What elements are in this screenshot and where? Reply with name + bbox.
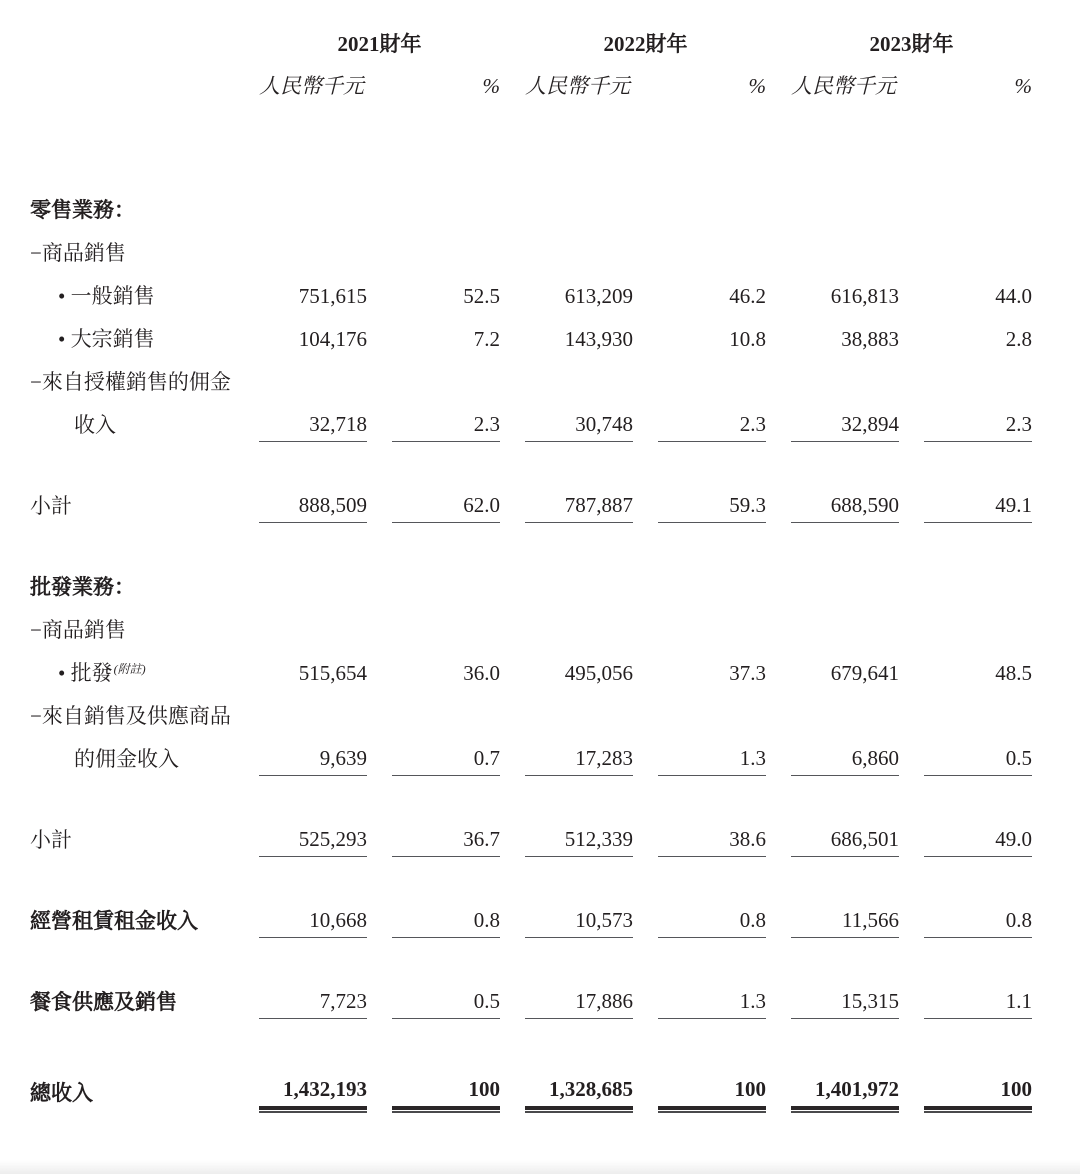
table-row [30,1067,1032,1110]
row-label-text: −來自銷售及供應商品 [30,703,231,728]
row-label-text: 經營租賃租金收入 [30,908,198,933]
revenue-breakdown-table [0,28,1080,1174]
row-label-text: 零售業務： [30,197,135,222]
year-header-2023: 2023財年 [869,31,954,56]
cell-amount: 6,860 [791,733,899,776]
table-row [30,399,1032,442]
row-label-text: 總收入 [30,1080,93,1105]
row-label-text: 小計 [30,827,72,852]
cell-amount: 11,566 [791,895,899,938]
table-row [30,313,1032,356]
table-row [30,480,1032,523]
cell-percent: 100 [392,1067,500,1110]
row-label [30,895,234,938]
cell-amount: 679,641 [830,660,899,685]
cell-percent: 48.5 [995,660,1032,685]
table-row [30,356,1032,399]
table-row [30,647,1032,690]
cell-percent: 2.3 [392,399,500,442]
table-row [30,733,1032,776]
row-label [30,399,234,442]
cell-amount: 1,401,972 [791,1067,899,1110]
cell-amount: 512,339 [525,814,633,857]
row-label-text: • 一般銷售 [58,283,155,308]
year-header-row [30,28,1032,66]
row-label-text: 小計 [30,493,72,518]
year-header-2021: 2021財年 [337,31,422,56]
row-label [30,313,234,356]
cell-percent: 2.3 [658,399,766,442]
amount-unit-header: 人民幣千元 [259,73,364,98]
cell-amount: 495,056 [564,660,633,685]
cell-percent: 62.0 [392,480,500,523]
table-row [30,895,1032,938]
row-label [30,976,234,1019]
row-label [30,561,234,604]
cell-percent: 38.6 [658,814,766,857]
row-label [30,356,234,399]
table-row [30,604,1032,647]
cell-amount: 32,894 [791,399,899,442]
cell-amount: 17,886 [525,976,633,1019]
cell-amount: 10,573 [525,895,633,938]
cell-amount: 7,723 [259,976,367,1019]
table-row [30,561,1032,604]
year-header-2022: 2022財年 [603,31,688,56]
cell-amount: 38,883 [841,326,899,351]
cell-percent: 49.0 [924,814,1032,857]
cell-percent: 0.5 [392,976,500,1019]
cell-percent: 100 [924,1067,1032,1110]
cell-percent: 1.3 [658,733,766,776]
percent-header: % [748,73,766,98]
cell-amount: 616,813 [830,283,899,308]
row-footnote-ref: (附註) [113,662,146,677]
cell-amount: 32,718 [259,399,367,442]
cell-amount: 787,887 [525,480,633,523]
cell-amount: 104,176 [298,326,367,351]
cell-amount: 15,315 [791,976,899,1019]
row-label [30,733,234,776]
page-bottom-shade [0,1160,1080,1174]
row-label-text: 批發業務： [30,574,135,599]
cell-amount: 30,748 [525,399,633,442]
row-label [30,227,234,270]
table-row [30,184,1032,227]
cell-amount: 751,615 [298,283,367,308]
cell-percent: 44.0 [995,283,1032,308]
table-header [30,28,1080,112]
cell-amount: 9,639 [259,733,367,776]
cell-percent: 100 [658,1067,766,1110]
cell-amount: 143,930 [564,326,633,351]
cell-amount: 515,654 [298,660,367,685]
cell-amount: 613,209 [564,283,633,308]
cell-amount: 686,501 [791,814,899,857]
cell-percent: 36.7 [392,814,500,857]
cell-amount: 525,293 [259,814,367,857]
row-label-text: −商品銷售 [30,617,126,642]
table-row [30,814,1032,857]
cell-percent: 2.3 [924,399,1032,442]
table-row [30,270,1032,313]
cell-percent: 0.8 [392,895,500,938]
row-label-text: • 批發 [58,660,113,685]
cell-amount: 688,590 [791,480,899,523]
cell-percent: 52.5 [463,283,500,308]
table-row [30,976,1032,1019]
row-label [30,647,234,690]
cell-percent: 0.8 [924,895,1032,938]
row-label-text: 餐食供應及銷售 [30,989,177,1014]
cell-percent: 7.2 [473,326,500,351]
table-row [30,690,1032,733]
cell-percent: 0.5 [924,733,1032,776]
table-row [30,227,1032,270]
cell-amount: 888,509 [259,480,367,523]
row-label [30,814,234,857]
cell-percent: 0.8 [658,895,766,938]
cell-amount: 10,668 [259,895,367,938]
cell-amount: 17,283 [525,733,633,776]
cell-percent: 46.2 [729,283,766,308]
row-label-text: • 大宗銷售 [58,326,155,351]
row-label-text: 收入 [74,412,116,437]
percent-header: % [1014,73,1032,98]
cell-percent: 0.7 [392,733,500,776]
row-label [30,480,234,523]
row-label [30,184,234,227]
cell-amount: 1,328,685 [525,1067,633,1110]
cell-percent: 37.3 [729,660,766,685]
cell-percent: 49.1 [924,480,1032,523]
amount-unit-header: 人民幣千元 [791,73,896,98]
table-body [30,184,1080,1110]
row-label [30,604,234,647]
cell-percent: 36.0 [463,660,500,685]
percent-header: % [482,73,500,98]
cell-percent: 10.8 [729,326,766,351]
cell-percent: 1.3 [658,976,766,1019]
cell-percent: 59.3 [658,480,766,523]
row-label-text: −商品銷售 [30,240,126,265]
row-label [30,270,234,313]
row-label [30,690,234,733]
cell-amount: 1,432,193 [259,1067,367,1110]
row-label-text: 的佣金收入 [74,746,179,771]
row-label-text: −來自授權銷售的佣金 [30,369,231,394]
amount-unit-header: 人民幣千元 [525,73,630,98]
row-label [30,1067,234,1110]
subheader-row [30,66,1032,112]
cell-percent: 2.8 [1005,326,1032,351]
cell-percent: 1.1 [924,976,1032,1019]
